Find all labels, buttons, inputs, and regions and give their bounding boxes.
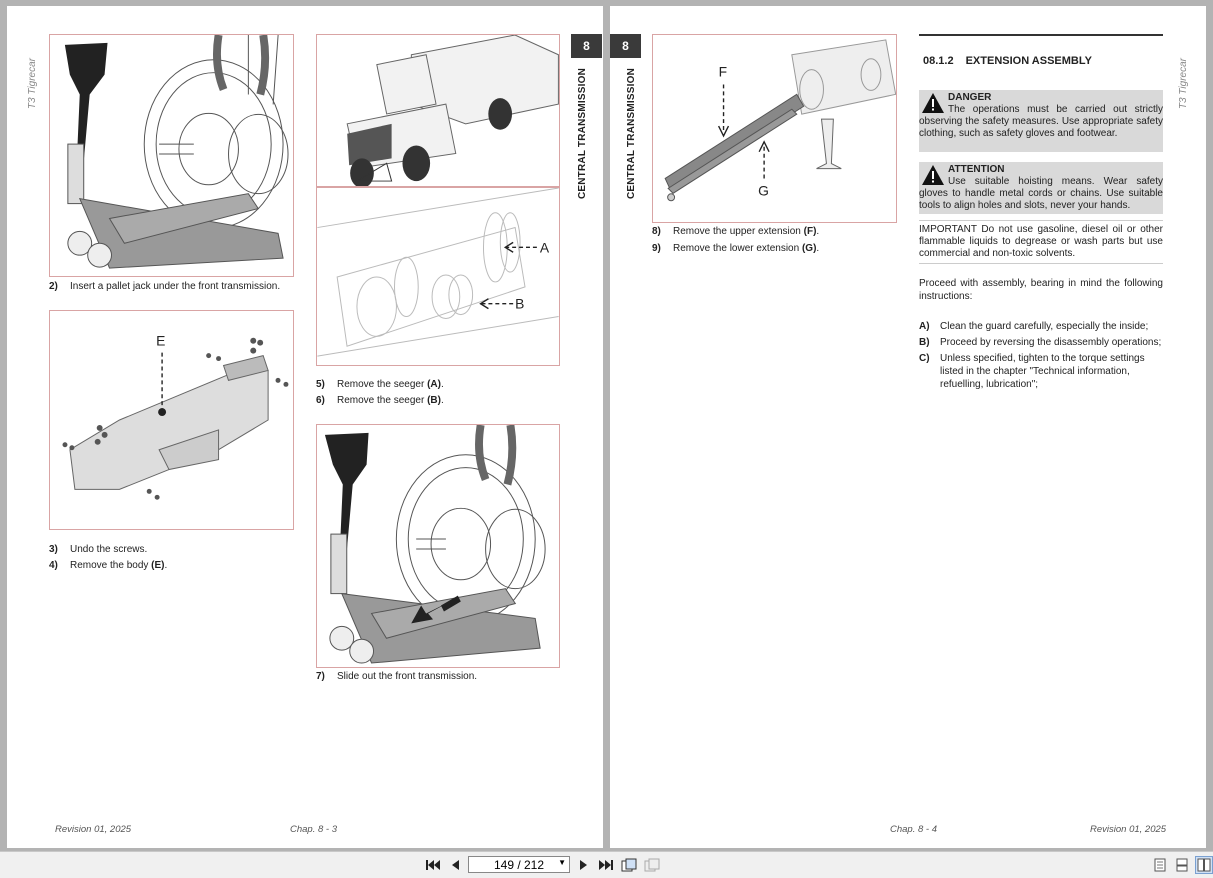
important-note xyxy=(919,220,1163,264)
label-a: A xyxy=(539,239,550,256)
page-indicator: 149 / 212 xyxy=(493,857,545,872)
prev-page-icon[interactable] xyxy=(448,857,462,873)
label-b: B xyxy=(515,295,525,312)
section-heading xyxy=(923,55,1104,67)
chapter-tab: 8 xyxy=(610,34,641,58)
footer-revision: Revision 01, 2025 xyxy=(1090,824,1167,835)
attention-title: ATTENTION xyxy=(948,164,1005,175)
important-text: Do not use gasoline, diesel oil or other flammable liquids to degrease or wash parts but use commercial and non-toxic solvents. xyxy=(919,224,1163,259)
continuous-icon[interactable] xyxy=(1175,857,1189,873)
step-7: 7) Slide out the front transmission. xyxy=(316,671,478,682)
figure-slide-out xyxy=(316,424,560,668)
section-rule xyxy=(919,34,1163,36)
first-page-icon[interactable] xyxy=(425,857,441,873)
step-2: 2) Insert a pallet jack under the front transmission. xyxy=(49,281,281,292)
viewer-toolbar xyxy=(0,851,1213,878)
instruction-b: B) Proceed by reversing the disassembly operations; xyxy=(919,337,1162,348)
next-page-icon[interactable] xyxy=(577,857,591,873)
danger-title: DANGER xyxy=(948,92,992,103)
chapter-side-title: CENTRAL TRANSMISSION xyxy=(626,68,637,200)
footer-revision: Revision 01, 2025 xyxy=(55,824,132,835)
danger-box xyxy=(919,90,1163,152)
chevron-down-icon: ▼ xyxy=(558,858,566,867)
step-6: 6) Remove the seeger (B). xyxy=(316,395,444,406)
instruction-c: C) Unless specified, tighten to the torque settings listed in the chapter "Technical information, refuelling, lubrication"; xyxy=(919,353,1145,390)
left-page xyxy=(7,6,603,848)
single-page-icon[interactable] xyxy=(1153,857,1167,873)
attention-box xyxy=(919,162,1163,214)
extension-shafts-illustration xyxy=(653,35,896,222)
instruction-a: A) Clean the guard carefully, especially the inside; xyxy=(919,321,1149,332)
step-3: 3) Undo the screws. xyxy=(49,544,148,555)
assembly-intro: Proceed with assembly, bearing in mind the following instructions: xyxy=(919,278,1163,302)
section-number: 08.1.2 xyxy=(923,55,954,67)
footer-chapter-page: Chap. 8 - 4 xyxy=(890,824,937,835)
label-g: G xyxy=(758,182,769,199)
pallet-jack-illustration xyxy=(50,35,293,276)
copy-icon[interactable] xyxy=(644,857,660,873)
section-title: EXTENSION ASSEMBLY xyxy=(965,55,1092,67)
transmission-shaft-illustration xyxy=(317,188,559,365)
label-e: E xyxy=(156,332,166,349)
step-4: 4) Remove the body (E). xyxy=(49,560,168,571)
side-title: T3 Tigrecar xyxy=(27,58,38,110)
last-page-icon[interactable] xyxy=(598,857,614,873)
label-f: F xyxy=(718,63,728,80)
footer-chapter-page: Chap. 8 - 3 xyxy=(290,824,337,835)
chapter-side-title: CENTRAL TRANSMISSION xyxy=(577,68,588,200)
danger-text: The operations must be carried out strictly observing the safety measures. Use appropriate safety clothing, such as safety gloves and footwear. xyxy=(919,104,1163,139)
page-number-select[interactable] xyxy=(468,856,570,873)
right-page xyxy=(610,6,1206,848)
tractor-illustration xyxy=(317,35,559,186)
step-9: 9) Remove the lower extension (G). xyxy=(652,243,820,254)
attention-text: Use suitable hoisting means. Wear safety gloves to handle metal cords or chains. Use suitable tools to align holes and slots, never your hands. xyxy=(919,176,1163,211)
figure-body xyxy=(49,310,294,530)
step-5: 5) Remove the seeger (A). xyxy=(316,379,444,390)
figure-extensions xyxy=(652,34,897,223)
chapter-tab: 8 xyxy=(571,34,602,58)
figure-seegers xyxy=(316,187,560,366)
important-label: IMPORTANT xyxy=(919,224,977,235)
slide-out-illustration xyxy=(317,425,559,667)
figure-tractor xyxy=(316,34,560,187)
figure-pallet-jack xyxy=(49,34,294,277)
rotate-icon[interactable] xyxy=(621,857,637,873)
side-title: T3 Tigrecar xyxy=(1178,58,1189,110)
step-8: 8) Remove the upper extension (F). xyxy=(652,226,820,237)
body-exploded-illustration xyxy=(50,311,293,529)
two-page-icon[interactable] xyxy=(1195,856,1213,874)
